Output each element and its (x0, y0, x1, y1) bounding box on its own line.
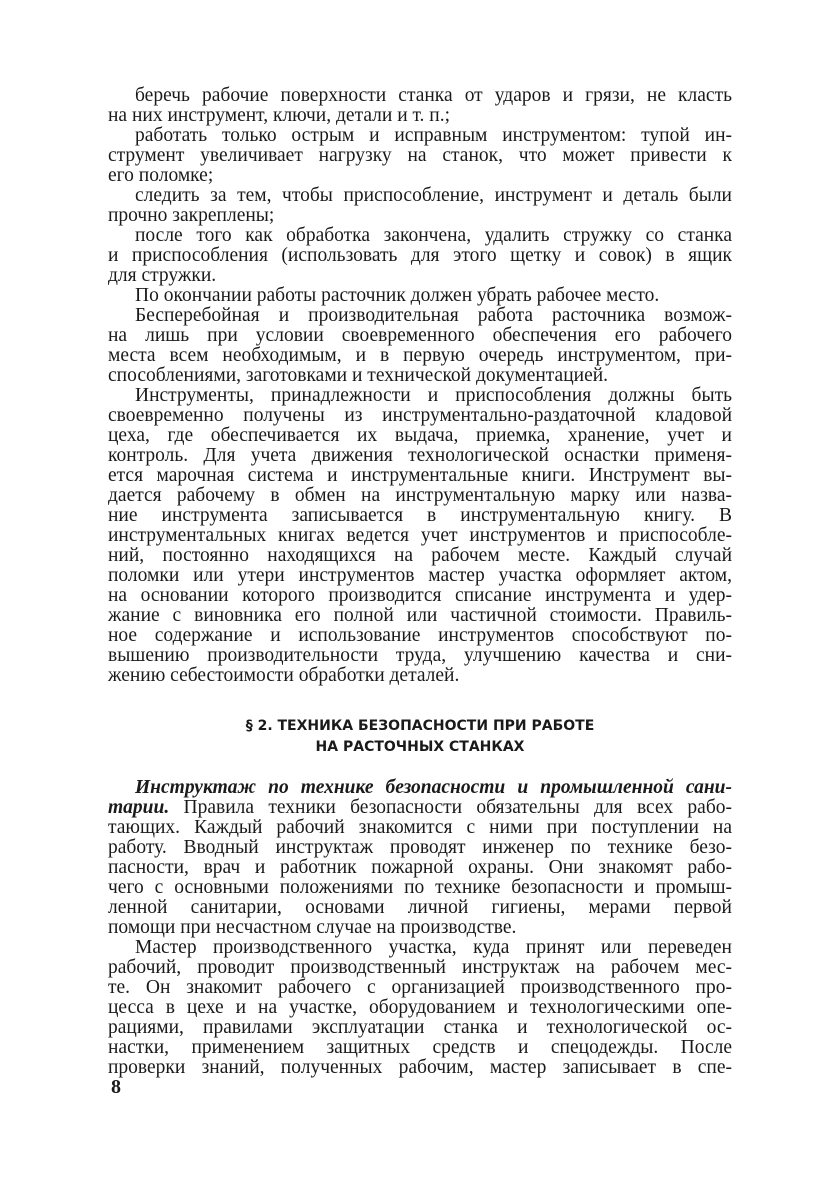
section-heading-line-1: § 2. ТЕХНИКА БЕЗОПАСНОСТИ ПРИ РАБОТЕ (245, 718, 595, 734)
paragraph-text: Правила техники безопасности обязательны для всех рабо- (169, 797, 732, 818)
paragraph-line: инструментальных книгах ведется учет инструментов и приспособле- (108, 525, 732, 546)
paragraph-line: проверки знаний, полученных рабочим, мастер записывает в спе- (108, 1057, 732, 1078)
paragraph-line: настки, применением защитных средств и спецодежды. После (108, 1037, 732, 1058)
paragraph-line: следить за тем, чтобы приспособление, инструмент и деталь были (135, 185, 732, 206)
paragraph-line: на них инструмент, ключи, детали и т. п.; (108, 105, 451, 126)
paragraph-line: рабочий, проводит производственный инструктаж на рабочем мес- (108, 957, 732, 978)
paragraph-line: на лишь при условии своевременного обеспечения его рабочего (108, 325, 732, 346)
paragraph-line (108, 798, 732, 818)
paragraph-line: и приспособления (использовать для этого щетку и совок) в ящик (108, 245, 732, 266)
paragraph-line: Мастер производственного участка, куда принят или переведен (135, 937, 732, 958)
paragraph-line: после того как обработка закончена, удалить стружку со станка (135, 225, 732, 246)
paragraph-line: беречь рабочие поверхности станка от ударов и грязи, не класть (135, 85, 732, 106)
paragraph-line: своевременно получены из инструментально-раздаточной кладовой (108, 405, 732, 426)
paragraph-line: работать только острым и исправным инструментом: тупой ин- (135, 125, 732, 146)
paragraph-line: жание с виновника его полной или частичной стоимости. Правиль- (108, 605, 732, 626)
paragraph-line: контроль. Для учета движения технологической оснастки применя- (108, 445, 732, 466)
page-body (108, 86, 732, 1078)
paragraph-line: места всем необходимым, и в первую очередь инструментом, при- (108, 345, 732, 366)
paragraph-line: ний, постоянно находящихся на рабочем месте. Каждый случай (108, 545, 732, 566)
paragraph-line (108, 778, 732, 798)
paragraph-line: прочно закреплены; (108, 205, 275, 226)
paragraph-line: поломки или утери инструментов мастер участка оформляет актом, (108, 565, 732, 586)
paragraph-line: способлениями, заготовками и технической документацией. (108, 365, 609, 386)
paragraph-line: цесса в цехе и на участке, оборудованием и технологическими опе- (108, 997, 732, 1018)
paragraph-line: цеха, где обеспечивается их выдача, приемка, хранение, учет и (108, 425, 732, 446)
paragraph-line: для стружки. (108, 265, 217, 286)
run-in-heading: Инструктаж по технике безопасности и промышленной сани- (135, 777, 732, 798)
text-block-safety-instruction (108, 778, 732, 1078)
paragraph-line: Бесперебойная и производительная работа расточника возмож- (135, 305, 732, 326)
paragraph-line: тающих. Каждый рабочий знакомится с ними при поступлении на (108, 817, 732, 838)
paragraph-line: ние инструмента записывается в инструментальную книгу. В (108, 505, 732, 526)
text-block-safety-lines (108, 818, 732, 1078)
page-number: 8 (111, 1076, 121, 1098)
paragraph-line: жению себестоимости обработки деталей. (108, 665, 460, 686)
section-heading (108, 716, 732, 758)
paragraph-line: ное содержание и использование инструментов способствуют по- (108, 625, 732, 646)
paragraph-line: те. Он знакомит рабочего с организацией производственного про- (108, 977, 732, 998)
paragraph-line: По окончании работы расточник должен убрать рабочее место. (135, 285, 660, 306)
paragraph-line: работу. Вводный инструктаж проводят инженер по технике безо- (108, 837, 732, 858)
paragraph-line: рациями, правилами эксплуатации станка и технологической ос- (108, 1017, 732, 1038)
paragraph-line: вышению производительности труда, улучшению качества и сни- (108, 645, 732, 666)
text-block-tool-care (108, 86, 732, 686)
paragraph-line: чего с основными положениями по технике безопасности и промыш- (108, 877, 732, 898)
paragraph-line: его поломке; (108, 165, 214, 186)
paragraph-line: ленной санитарии, основами личной гигиены, мерами первой (108, 897, 732, 918)
paragraph-line: ется марочная система и инструментальные книги. Инструмент вы- (108, 465, 732, 486)
paragraph-line: струмент увеличивает нагрузку на станок, что может привести к (108, 145, 732, 166)
section-heading-line-2: НА РАСТОЧНЫХ СТАНКАХ (315, 739, 525, 755)
paragraph-line: Инструменты, принадлежности и приспособления должны быть (135, 385, 732, 406)
paragraph-line: на основании которого производится списание инструмента и удер- (108, 585, 732, 606)
paragraph-line: помощи при несчастном случае на производстве. (108, 917, 517, 938)
run-in-heading-end: тарии. (108, 797, 170, 818)
paragraph-line: пасности, врач и работник пожарной охраны. Они знакомят рабо- (108, 857, 732, 878)
paragraph-line: дается рабочему в обмен на инструментальную марку или назва- (108, 485, 732, 506)
